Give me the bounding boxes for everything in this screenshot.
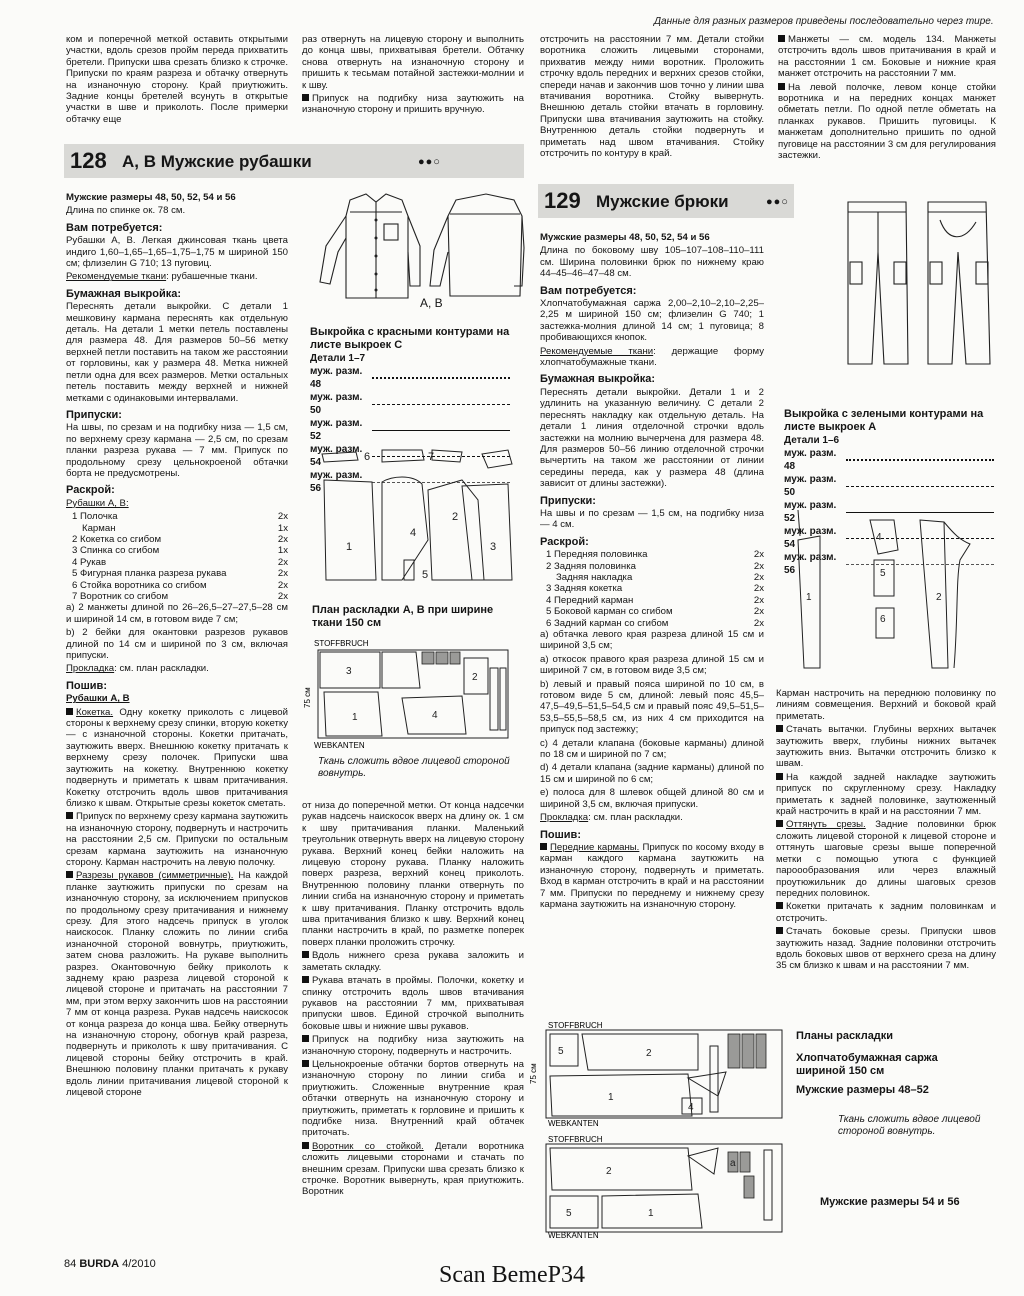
model-129-col-2: Карман настрочить на переднюю половинку по линиям совмещения. Верхний и боковой край приметать. Стачать вытачки. Глубины верхних вытачек заутюжить вверх, глубины нижних вытачек заутюжить вниз. Вытачки отстрочить близко к швам. На каждой задней накладке заутюжить припуск по скругленному срезу. Накладку приметать к задней половинке, заутюженный край настрочить в край и на расстоянии 7 мм. Оттянуть срезы. Задние половинки брюк сложить лицевой стороной к лицевой стороне и оттянуть шаговые срезы выше поперечной метки с помощью утюга с функцией пароообразования или через влажный проутюжильник до длины шаговых срезов передних половинок. Кокетки притачать к задним половинкам и отстрочить. Стачать боковые срезы. Припуски швов заутюжить назад. Задние половинки отстрочить вдоль боковых швов от верхнего среза на длину 35 см близко к швам и на расстоянии 7 мм.	[776, 688, 996, 972]
cut-extra-item: a) откосок правого края разреза длиной 15 см и шириной 7 см, в готовом виде 3,5 см;	[540, 653, 764, 677]
svg-text:4: 4	[876, 532, 882, 543]
header-note: Данные для разных размеров приведены последовательно через тире.	[654, 16, 994, 27]
fold-label: STOFFBRUCH	[314, 639, 369, 648]
cut-item-name: 2 Задняя половинка	[546, 560, 636, 572]
cut-item	[66, 591, 288, 602]
cut-item-qty: 2x	[753, 617, 764, 629]
trousers-illustration	[836, 192, 1000, 370]
size-legend-label: муж. разм. 54	[784, 526, 837, 550]
size-legend-label: муж. разм. 50	[310, 392, 363, 416]
cut-item-name: 6 Стойка воротника со сгибом	[72, 579, 207, 591]
layout-plans-fabric: Хлопчатобумажная саржа шириной 150 см	[796, 1052, 938, 1077]
model-number: 129	[544, 188, 581, 213]
top-col-3: отстрочить на расстоянии 7 мм. Детали стойки воротника сложить лицевыми сторонами, прихватив между ними воротник. Проложить строчку вдоль передних и верхних срезов стойки, спереди начав и закончив шов точно у линии шва втачивания воротника. Стойку вывернуть. Внешнюю деталь стойки втачать в горловину. Припуски шва втачивания заутюжить на стойку. Внутреннюю деталь стойки подвернуть и приметать над швом втачивания. Стойку отстрочить по контуру в край.	[540, 34, 764, 160]
svg-text:3: 3	[346, 666, 352, 677]
cut-item-name: 2 Кокетка со сгибом	[72, 533, 162, 545]
svg-text:4: 4	[688, 1102, 694, 1113]
cut-item-qty: 2x	[753, 594, 764, 606]
cut-item-qty: 2x	[753, 583, 764, 595]
cut-item	[66, 557, 288, 568]
model-128-col-2: от низа до поперечной метки. От конца надсечки рукав надсечь наискосок вверх на длину ок. 1 см к шву притачивания планки. Маленький треугольник отвернуть вверх на лицевую сторону рукава. Верхний конец бейки наложить на лицевую сторону рукава. Планку наложить поверх разреза, верхний конец приколоть. Внутреннюю половину планки отвернуть по линии сгиба на изнаночную сторону и приметать к шву притачивания. Планку отстрочить вдоль шва притачивания близко к шву. Верхний конец планки настрочить в край, по разметке поперек поверх планки проложить строчку. Вдоль нижнего среза рукава заложить и заметать складку. Рукава втачать в проймы. Полочки, кокетку и спинку отстрочить вдоль швов втачивания рукавов на расстоянии 7 мм, прихватывая припуски швов. Единой строчкой выполнить боковые швы и нижние швы рукавов. Припуск на подгибку низа заутюжить на изнаночную сторону, подвернуть и настрочить. Цельнокроеные обтачки бортов отвернуть на изнаночную сторону по линии сгиба и приутюжить. Сложенные внутренние края обтачки отвернуть на изнаночную сторону и приутюжить, приметать к горловине и пришить к подгибке низа. Внутренний край обтачек приточать. Воротник со стойкой. Детали воротника сложить лицевыми сторонами и стачать по внешним срезам. Припуски шва срезать близко к строчке. Воротник вывернуть, края приутюжить. Воротник	[302, 800, 524, 1198]
cut-item	[66, 534, 288, 545]
model-number: 128	[70, 148, 107, 173]
cut-item-qty: 2x	[753, 606, 764, 618]
cut-item-qty: 2x	[277, 591, 288, 602]
model-title: Мужские брюки	[596, 192, 729, 211]
cut-item-qty: 1x	[277, 545, 288, 557]
svg-text:5: 5	[558, 1046, 564, 1057]
svg-text:6: 6	[364, 451, 371, 463]
size-line-sample	[372, 377, 510, 379]
svg-text:1: 1	[648, 1208, 654, 1219]
svg-text:5: 5	[880, 568, 886, 579]
cut-item-name: 5 Боковой карман со сгибом	[546, 606, 673, 618]
top-col-4: Манжеты — см. модель 134. Манжеты отстрочить вдоль швов притачивания в край и на расстоянии 1 см. Боковые и нижние края манжет отстрочить на расстоянии 7 мм. На левой полочке, левом конце стойки воротника и на передних концах манжет обметать петли. По одной петле обметать на планках рукавов. Пришить пуговицы. К манжетам дополнительно пришить по одной пуговице на расстоянии 3 см для регулирования застежки.	[778, 34, 996, 162]
cut-item	[66, 511, 288, 522]
size-legend-label: муж. разм. 48	[784, 448, 837, 472]
model-title: А, В Мужские рубашки	[122, 152, 312, 171]
size-line-sample	[846, 486, 994, 487]
model-129-banner	[538, 184, 794, 218]
size-legend-row	[310, 365, 510, 391]
layout-plans-sizes-1: Мужские размеры 48–52	[796, 1084, 929, 1096]
cut-item-qty: 1x	[277, 522, 288, 534]
pattern-legend-128: Выкройка с красными контурами на листе выкроек С Детали 1–7 муж. разм. 48 муж. разм. 50 муж. разм. 52 муж. разм. 54 муж. разм. 56	[310, 326, 510, 494]
size-legend-label: муж. разм. 52	[310, 418, 363, 442]
pattern-pieces-129	[784, 500, 998, 676]
svg-text:2: 2	[936, 592, 942, 603]
size-line-sample	[846, 459, 994, 461]
cut-item	[540, 583, 764, 594]
width-label: 75 см	[529, 1063, 538, 1084]
scan-signature: Scan BemeP34	[439, 1262, 585, 1288]
issue: 4/2010	[122, 1258, 156, 1270]
svg-text:5: 5	[566, 1208, 572, 1219]
svg-text:1: 1	[608, 1092, 614, 1103]
cut-item	[540, 549, 764, 560]
cut-extra-item: c) 4 детали клапана (боковые карманы) длиной по 18 см и шириной по 7 см;	[540, 737, 764, 761]
cut-item-qty: 2x	[753, 571, 764, 583]
cut-item-qty: 2x	[277, 533, 288, 545]
size-legend-label: муж. разм. 54	[310, 444, 363, 468]
layout-plans-title-129: Планы раскладки	[796, 1030, 894, 1042]
cut-extra-item: a) обтачка левого края разреза длиной 15 см и шириной 3,5 см;	[540, 629, 764, 652]
cut-item-qty: 2x	[277, 556, 288, 568]
selvage-label: WEBKANTEN	[548, 1119, 599, 1128]
cut-extra-item: e) полоса для 8 шлевок общей длиной 80 см и шириной 3,5 см, включая припуски.	[540, 787, 764, 810]
svg-text:6: 6	[880, 614, 886, 625]
svg-text:2: 2	[646, 1048, 652, 1059]
cut-item-name: 3 Задняя кокетка	[546, 583, 623, 595]
model-128-col-1: Мужские размеры 48, 50, 52, 54 и 56 Длина по спинке ок. 78 см. Вам потребуется: Рубашки А, В. Легкая джинсовая ткань цвета индиго 1,60–1,65–1,65–1,75–1,75 м шириной 150 см; флизелин G 710; 13 пуговиц. Рекомендуемые ткани: рубашечные ткани. Бумажная выкройка: Переснять детали выкройки. С детали 1 мешковину кармана переснять как отдельную деталь. На детали 1 метки петель поставлены для размера 48. Для размеров 50–56 метку верхней петли поставить на таком же расстоянии от горловины, как у размера 48. Метка нижней петли одна для всех размеров. Метки остальных петель поставить между верхней и нижней метками с одинаковыми интервалами. Припуски: На швы, по срезам и на подгибку низа — 1,5 см, по верхнему срезу кармана — 2,5 см, по срезам планки разреза рукава — 7 мм. Припуск по продольному срезу цельнокроеной обтачки борта не предусмотрены. Раскрой: Рубашки А, В: 1 Полочка 2x Карман 1x 2 Кокетка со сгибом 2x 3 Спинка со сгибом 1x 4 Рукав 2x 5 Фигурная планка разреза рукава 2x 6 Стойка воротника со сгибом 2x 7 Воротник со сгибом 2x a) 2 манжеты длиной по 26–26,5–27–27,5–28 см и шириной 14 см, в готовом виде 7 см; b) 2 бейки для окантовки разрезов рукавов длиной по 14 см и шириной по 3 см, включая припуски. Прокладка: см. план раскладки. Пошив: Рубашки А, В Кокетка. Одну кокетку приколоть с лицевой стороны к верхнему срезу спинки, вторую кокетку — с изнаночной стороны. Кокетки притачать, заутюжить вверх. Внешнюю кокетку притачать к верхнему срезу полочек. Припуски шва заутюжить на кокетку. Внутреннюю кокетку подвернуть и приметать к швам притачивания. Кокетку отстрочить вдоль швов притачивания близко к швам. Открытые срезы кокеток сметать. Припуск по верхнему срезу кармана заутюжить на изнаночную сторону, подвернуть и настрочить на расстоянии 2,5 см. Припуски по остальным срезам кармана заутюжить на изнаночную сторону. Карман настрочить на левую полочку. Разрезы рукавов (симметричные). На каждой планке заутюжить припуски по срезам на изнаночную сторону, за исключением припусков по продольному срезу притачивания и нижнему срезу. Для этого надсечь припуск в уголок наискосок. Планку сложить по линии сгиба изнаночной стороной вовнутрь, приутюжить, затем снова разложить. На рукаве выполнить разрез. Окантовочную бейку приколоть к заднему краю разреза лицевой стороной к лицевой стороне и притачать на расстоянии 7 мм, при этом верху закончить шов на расстоянии 7 мм от конца разреза. Рукав надсечь наискосок от конца разреза до конца шва. Бейку отвернуть на изнаночную сторону, обогнув край разреза, подвернуть и приколоть к шву притачивания. С лицевой стороны бейку отстрочить в край. Внешнюю половину планки притачать к рукаву вдоль линии притачивания лицевой стороной к лицевой стороне	[66, 192, 288, 1099]
fold-label: STOFFBRUCH	[548, 1135, 603, 1144]
svg-text:3: 3	[490, 541, 497, 553]
svg-text:4: 4	[410, 527, 417, 539]
pattern-legend-129: Выкройка с зелеными контурами на листе выкроек А Детали 1–6 муж. разм. 48 муж. разм. 50 муж. разм. 52 муж. разм. 54 муж. разм. 56	[784, 408, 994, 577]
svg-text:5: 5	[422, 569, 429, 581]
svg-text:1: 1	[352, 712, 358, 723]
layout-plan-128	[303, 638, 512, 750]
svg-text:1: 1	[806, 592, 812, 603]
pattern-pieces-128	[312, 440, 524, 590]
cut-item-qty: 2x	[277, 568, 288, 580]
size-legend-row	[784, 447, 994, 473]
cut-item-qty: 2x	[753, 560, 764, 572]
cut-list-129	[540, 549, 764, 629]
cut-item-name: 1 Передняя половинка	[546, 549, 648, 561]
size-legend-label: муж. разм. 56	[310, 470, 363, 494]
page-number: 84	[64, 1258, 77, 1270]
cut-item-name: 1 Полочка	[72, 511, 118, 523]
size-legend-label: муж. разм. 48	[310, 366, 363, 390]
layout-plans-caption: Ткань сложить вдвое лицевой стороной вовнутрь.	[838, 1114, 981, 1137]
size-line-sample	[372, 404, 510, 405]
plan-caption-128: Ткань сложить вдвое лицевой стороной вовнутрь.	[318, 756, 510, 779]
cut-item-name: 6 Задний карман со сгибом	[546, 617, 669, 629]
cut-item	[66, 545, 288, 556]
model-128-banner	[64, 144, 524, 178]
cut-item-name: 3 Спинка со сгибом	[72, 545, 160, 557]
size-line-sample	[372, 430, 510, 431]
cut-extra-item: b) левый и правый пояса шириной по 10 см, в готовом виде 5 см, длиной: левый пояс 45,5–47,5–49,5–51,5–54,5 см и правый пояс 49,5–51,5–53,5–55,5–58,5 см, из них 4 см приходится на припуск под застежку;	[540, 678, 764, 736]
cut-item	[66, 523, 288, 534]
model-129-col-1: Мужские размеры 48, 50, 52, 54 и 56 Длина по боковому шву 105–107–108–110–111 см. Ширина половинки брюк по нижнему краю 44–45–46–47–48 см. Вам потребуется: Хлопчатобумажная саржа 2,00–2,10–2,10–2,25–2,25 м шириной 150 см; флизелин G 740; 1 застежка-молния длиной 14 см; 1 пуговица; 8 пробивающихся кнопок. Рекомендуемые ткани: держащие форму хлопчатобумажные ткани. Бумажная выкройка: Переснять детали выкройки. Детали 1 и 2 удлинить на указанную величину. С детали 2 переснять накладку как отдельную деталь. На детали 1 линия отделочной строчки вдоль застежки на молнию вычерчена для размера 48. Для размеров 50–56 линию отделочной строчки вычертить на таком же расстоянии от линии середины переда, как у размера 48 (длина зависит от длины застежки). Припуски: На швы и по срезам — 1,5 см, на подгибку низа — 4 см. Раскрой: 1 Передняя половинка 2x 2 Задняя половинка 2x Задняя накладка 2x 3 Задняя кокетка 2x 4 Передний карман 2x 5 Боковой карман со сгибом 2x 6 Задний карман со сгибом 2x a) обтачка левого края разреза длиной 15 см и шириной 3,5 см; a) откосок правого края разреза длиной 15 см и шириной 7 см, в готовом виде 3,5 см; b) левый и правый пояса шириной по 10 см, в готовом виде 5 см, длиной: левый пояс 45,5–47,5–49,5–51,5–54,5 см и правый пояс 49,5–51,5–53,5–55,5–58,5 см, из них 4 см приходится на припуск под застежку; c) 4 детали клапана (боковые карманы) длиной по 18 см и шириной по 7 см; d) 4 детали клапана (задние карманы) длиной по 15 см и шириной по 6 см; e) полоса для 8 шлевок общей длиной 80 см и шириной 3,5 см, включая припуски. Прокладка: см. план раскладки. Пошив: Передние карманы. Припуск по косому входу в карман каждого кармана заутюжить на изнаночную сторону, подвернуть и приметать. Вход в карман отстрочить в край и на расстоянии 7 мм. Припуски по переднему и нижнему срезу кармана заутюжить на изнаночную сторону.	[540, 232, 764, 910]
cut-item	[540, 561, 764, 572]
size-legend-label: муж. разм. 50	[784, 474, 837, 498]
top-col-2: раз отвернуть на лицевую сторону и выполнить до конца швы, прихватывая бретели. Обтачку снова отвернуть на изнаночную сторону и пришить к тесьмам потайной застежки-молнии и к шву. Припуск на подгибку низа заутюжить на изнаночную сторону и пришить вручную.	[302, 34, 524, 116]
size-legend-row	[310, 391, 510, 417]
cut-item-name: 4 Передний карман	[546, 594, 634, 606]
svg-text:2: 2	[606, 1166, 612, 1177]
cut-item-qty: 2x	[753, 549, 764, 561]
cut-item-name: 7 Воротник со сгибом	[72, 591, 169, 602]
layout-plan-title-128: План раскладки А, В при ширине ткани 150 см	[312, 604, 494, 629]
cut-item	[540, 606, 764, 617]
layout-plans-sizes-2: Мужские размеры 54 и 56	[820, 1196, 960, 1208]
cut-extra-item: d) 4 детали клапана (задние карманы) длиной по 15 см и шириной по 6 см;	[540, 762, 764, 785]
cut-item-name: 4 Рукав	[72, 556, 107, 568]
width-label: 75 см	[303, 687, 312, 708]
cut-item	[540, 595, 764, 606]
cut-list-128	[66, 511, 288, 602]
selvage-label: WEBKANTEN	[548, 1231, 599, 1240]
cut-item	[540, 572, 764, 583]
svg-text:4: 4	[432, 710, 438, 721]
svg-text:2: 2	[452, 511, 459, 523]
top-col-1: ком и поперечной меткой оставить открытыми участки, вдоль срезов пройм переда прихватить бретели. Припуски шва срезать близко к строчке. Припуски по краям разреза и обтачку отвернуть на изнаночную сторону. Край приутюжить. Задние концы бретелей всунуть в открытые участки в шве и приколоть. После примерки обтачку еще	[66, 34, 288, 125]
difficulty-dots: ●●○	[766, 196, 789, 208]
cut-item-name: 5 Фигурная планка разреза рукава	[72, 568, 227, 580]
cut-item	[66, 580, 288, 591]
shirt-illustration	[310, 186, 524, 312]
cut-item-qty: 2x	[277, 511, 288, 523]
magazine-name: BURDA	[79, 1258, 120, 1270]
cut-item	[66, 568, 288, 579]
cut-item	[540, 618, 764, 629]
fold-label: STOFFBRUCH	[548, 1021, 603, 1030]
cut-item-name: Карман	[82, 522, 116, 534]
size-legend-label: муж. разм. 52	[784, 500, 837, 524]
cut-extra-129	[540, 629, 764, 810]
cut-item-name: Задняя накладка	[556, 571, 633, 583]
cut-item-qty: 2x	[277, 579, 288, 591]
size-legend-label: муж. разм. 56	[784, 552, 837, 576]
selvage-label: WEBKANTEN	[314, 741, 365, 750]
svg-text:7: 7	[428, 451, 435, 463]
svg-text:a: a	[730, 1158, 736, 1169]
svg-text:2: 2	[472, 672, 478, 683]
variant-label: А, В	[420, 296, 443, 310]
difficulty-dots: ●●○	[418, 156, 441, 168]
size-legend-row	[784, 473, 994, 499]
layout-plans-129	[529, 1020, 788, 1240]
svg-text:1: 1	[346, 541, 353, 553]
